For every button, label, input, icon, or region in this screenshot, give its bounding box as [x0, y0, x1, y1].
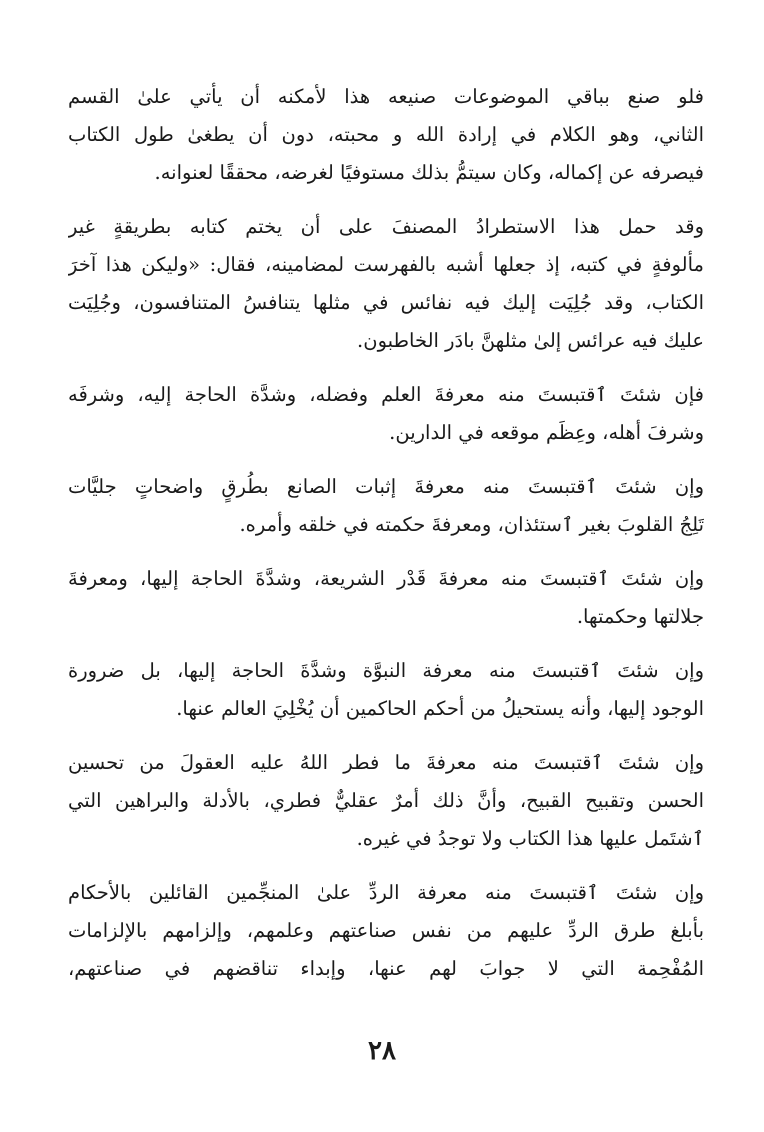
text-line: المُفْحِمة التي لا جوابَ لهم عنها، وإبداء تناقضهم في صناعتهم، — [68, 957, 704, 980]
text-line: وإن شئتَ ٱقتبستَ منه معرفةَ ما فطر اللهُ عليه العقولَ من تحسين — [68, 751, 704, 774]
text-line: ٱشتَمل عليها هذا الكتاب ولا توجدُ في غيره. — [356, 827, 704, 850]
text-line: مألوفةٍ في كتبه، إذ جعلها أشبه بالفهرست لمضامينه، فقال: «وليكن هذا آخرَ — [68, 253, 704, 276]
paragraph — [68, 560, 704, 636]
page-number: ٢٨ — [368, 1036, 396, 1066]
body-text — [68, 78, 704, 1004]
paragraph — [68, 376, 704, 452]
text-line: وإن شئتَ ٱقتبستَ منه معرفةَ قَدْر الشريعة، وشدَّةَ الحاجة إليها، ومعرفةَ — [68, 567, 704, 590]
text-line: وقد حمل هذا الاستطرادُ المصنفَ على أن يختم كتابه بطريقةٍ غير — [68, 215, 704, 238]
text-line: الوجود إليها، وأنه يستحيلُ من أحكم الحاكمين أن يُخْلِيَ العالم عنها. — [176, 697, 704, 720]
text-line: وشرفَ أهله، وعِظَم موقعه في الدارين. — [389, 421, 704, 444]
paragraph — [68, 78, 704, 192]
text-line: تَلِجُ القلوبَ بغير ٱستئذان، ومعرفةَ حكمته في خلقه وأمره. — [239, 513, 704, 536]
text-line: وإن شئتَ ٱقتبستَ منه معرفة الردِّ علىٰ المنجِّمين القائلين بالأحكام — [68, 881, 704, 904]
text-line: الحسن وتقبيح القبيح، وأنَّ ذلك أمرٌ عقليٌّ فطري، بالأدلة والبراهين التي — [68, 789, 704, 812]
text-line: الكتاب، وقد جُلِيَت إليك فيه نفائس في مثلها يتنافسُ المتنافسون، وجُلِيَت — [68, 291, 704, 314]
text-line: الثاني، وهو الكلام في إرادة الله و محبته، دون أن يطغىٰ طول الكتاب — [68, 123, 704, 146]
text-line: فلو صنع بباقي الموضوعات صنيعه هذا لأمكنه أن يأتي علىٰ القسم — [68, 85, 704, 108]
text-line: بأبلغ طرق الردِّ عليهم من نفس صناعتهم وعلمهم، وإلزامهم بالإلزامات — [68, 919, 704, 942]
paragraph — [68, 468, 704, 544]
text-line: فيصرفه عن إكماله، وكان سيتمُّ بذلك مستوفيًا لغرضه، محققًا لعنوانه. — [154, 161, 704, 184]
paragraph — [68, 208, 704, 360]
paragraph — [68, 744, 704, 858]
text-line: وإن شئتَ ٱقتبستَ منه معرفةَ إثبات الصانع بطُرقٍ واضحاتٍ جليَّات — [68, 475, 704, 498]
text-line: وإن شئتَ ٱقتبستَ منه معرفة النبوَّة وشدَّةَ الحاجة إليها، بل ضرورة — [68, 659, 704, 682]
text-line: جلالتها وحكمتها. — [576, 605, 704, 628]
paragraph — [68, 874, 704, 988]
text-line: عليك فيه عرائس إلىٰ مثلهنَّ بادَر الخاطبون. — [357, 329, 704, 352]
text-line: فإن شئتَ ٱقتبستَ منه معرفةَ العلم وفضله، وشدَّة الحاجة إليه، وشرفَه — [68, 383, 704, 406]
paragraph — [68, 652, 704, 728]
